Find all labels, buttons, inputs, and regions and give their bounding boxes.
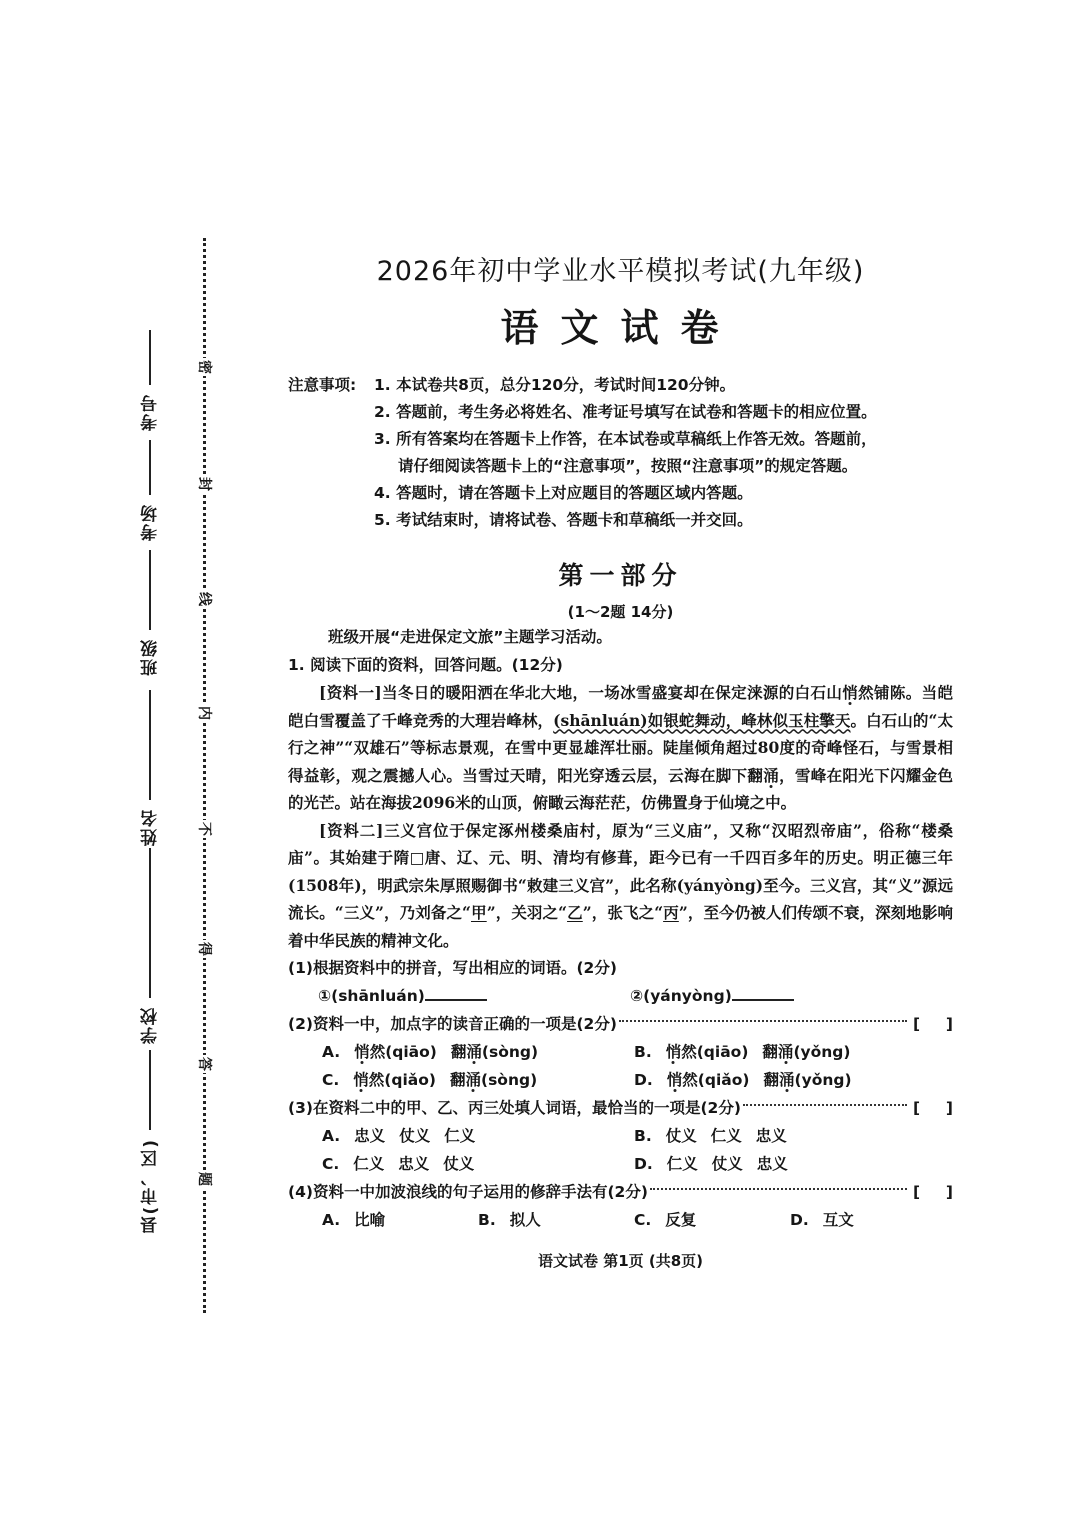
seal-char: 线 — [191, 590, 217, 608]
option-a[interactable]: A. 悄然(qiāo) 翻涌(sòng) — [322, 1043, 539, 1061]
dotted-char: 悄 — [842, 683, 859, 702]
option-d[interactable]: D. 互文 — [790, 1211, 854, 1229]
field-label: 姓名 — [140, 808, 161, 846]
field-write-line[interactable] — [149, 1050, 151, 1130]
sub-question-4: (4)资料一中加波浪线的句子运用的修辞手法有(2分) [ ] — [288, 1178, 953, 1206]
option-c[interactable]: C. 悄然(qiǎo) 翻涌(sòng) — [322, 1071, 538, 1089]
blank-yi: 乙 — [567, 903, 583, 922]
info-field[interactable] — [130, 330, 170, 431]
seal-dotted-line — [203, 238, 206, 1313]
field-write-line[interactable] — [149, 550, 151, 630]
field-label: 考场 — [140, 503, 161, 541]
field-label: 学校 — [140, 1006, 161, 1044]
option-c[interactable]: C. 仁义 忠义 仗义 — [322, 1155, 475, 1173]
option-b[interactable]: B. 拟人 — [478, 1211, 541, 1229]
field-write-line[interactable] — [149, 440, 151, 495]
options-q3 — [288, 1122, 953, 1178]
seal-char: 密 — [191, 358, 217, 376]
option-a[interactable]: A. 忠义 仗义 仁义 — [322, 1127, 476, 1145]
answer-bracket[interactable]: [ ] — [913, 1099, 953, 1117]
exam-page — [288, 250, 953, 1274]
seal-char: 题 — [191, 1170, 217, 1188]
seal-char: 得 — [191, 940, 217, 958]
part-subtitle: (1～2题 14分) — [567, 603, 674, 621]
option-b[interactable]: B. 悄然(qiāo) 翻涌(yǒng) — [634, 1043, 851, 1061]
notice-item: 4. 答题时，请在答题卡上对应题目的答题区域内答题。 — [374, 484, 753, 502]
info-field[interactable] — [130, 550, 170, 676]
fill-blanks: ①(shānluán) ②(yányòng) — [288, 982, 953, 1010]
notice-section — [288, 372, 953, 534]
page-footer: 语文试卷 第1页 (共8页) — [537, 1252, 704, 1270]
option-d[interactable]: D. 仁义 仗义 忠义 — [634, 1155, 788, 1173]
wavy-underlined-sentence: (shānluán)如银蛇舞动，峰林似玉柱擎天 — [553, 710, 851, 730]
blank-jia: 甲 — [470, 903, 487, 922]
option-a[interactable]: A. 比喻 — [322, 1211, 386, 1229]
activity-intro: 班级开展“走进保定文旅”主题学习活动。 — [328, 628, 612, 646]
field-label: 考号 — [140, 393, 161, 431]
seal-char: 答 — [191, 1055, 217, 1073]
option-c[interactable]: C. 反复 — [634, 1211, 697, 1229]
options-q2 — [288, 1038, 953, 1094]
blank-bing: 丙 — [663, 903, 679, 922]
answer-blank[interactable] — [425, 985, 487, 1001]
info-field[interactable] — [130, 690, 170, 846]
dotted-char: 涌 — [763, 765, 780, 785]
part-title: 第一部分 — [558, 561, 683, 590]
notice-item: 请仔细阅读答题卡上的“注意事项”，按照“注意事项”的规定答题。 — [398, 457, 858, 475]
sub-question-3: (3)在资料二中的甲、乙、丙三处填人词语，最恰当的一项是(2分) [ ] — [288, 1094, 953, 1122]
sub-question-2: (2)资料一中，加点字的读音正确的一项是(2分) [ ] — [288, 1010, 953, 1038]
paper-title: 语文试卷 — [500, 306, 741, 350]
seal-char: 封 — [191, 475, 217, 493]
material-2: [资料二]三义宫位于保定涿州楼桑庙村，原为“三义庙”，又称“汉昭烈帝庙”，俗称“楼桑庙”。其始建于隋□唐、辽、元、明、清均有修葺，距今已有一千四百多年的历史。明正德三年(1508年)，明武宗朱厚照赐御书“敕建三义宫”，此名称(yányòng)至今。三义宫，其“义”源远流长。“三义”，乃刘备之“甲”，关羽之“乙”，张飞之“丙”，至今仍被人们传颂不衰，深刻地影响着中华民族的精神文化。 — [288, 820, 953, 950]
sub-question-1: (1)根据资料中的拼音，写出相应的词语。(2分) — [288, 959, 617, 977]
notice-item: 1. 本试卷共8页，总分120分，考试时间120分钟。 — [374, 376, 736, 394]
answer-bracket[interactable]: [ ] — [913, 1183, 953, 1201]
notice-item: 3. 所有答案均在答题卡上作答，在本试卷或草稿纸上作答无效。答题前， — [374, 430, 877, 448]
option-b[interactable]: B. 仗义 仁义 忠义 — [634, 1127, 787, 1145]
exam-title: 2026年初中学业水平模拟考试(九年级) — [376, 256, 865, 287]
field-write-line[interactable] — [149, 330, 151, 385]
info-field[interactable] — [130, 1050, 170, 1234]
notice-item: 5. 考试结束时，请将试卷、答题卡和草稿纸一并交回。 — [374, 511, 753, 529]
option-d[interactable]: D. 悄然(qiǎo) 翻涌(yǒng) — [634, 1071, 852, 1089]
answer-bracket[interactable]: [ ] — [913, 1015, 953, 1033]
info-field[interactable] — [130, 440, 170, 541]
field-write-line[interactable] — [149, 690, 151, 800]
options-q4 — [288, 1206, 953, 1234]
seal-char: 不 — [191, 820, 217, 838]
field-write-line[interactable] — [149, 848, 151, 998]
info-field[interactable] — [130, 848, 170, 1044]
question-1-title: 1. 阅读下面的资料，回答问题。(12分) — [288, 655, 563, 674]
notice-item: 2. 答题前，考生务必将姓名、准考证号填写在试卷和答题卡的相应位置。 — [374, 403, 877, 421]
field-label: 县(市、区) — [140, 1138, 161, 1234]
answer-blank[interactable] — [732, 985, 794, 1001]
notice-label: 注意事项: — [288, 376, 357, 394]
seal-char: 内 — [191, 704, 217, 722]
material-1: [资料一]当冬日的暖阳洒在华北大地，一场冰雪盛宴却在保定涞源的白石山悄然铺陈。当皑皑白雪覆盖了千峰竞秀的大理岩峰林，(shānluán)如银蛇舞动，峰林似玉柱擎天。白石山的“太行之神”“双雄石”等标志景观，在雪中更显雄浑壮丽。陡崖倾角超过80度的奇峰怪石，与雪景相得益彰，观之震撼人心。当雪过天晴，阳光穿透云层，云海在脚下翻涌，雪峰在阳光下闪耀金色的光芒。站在海拔2096米的山顶，俯瞰云海茫茫，仿佛置身于仙境之中。 — [288, 683, 953, 812]
field-label: 班级 — [140, 638, 161, 676]
